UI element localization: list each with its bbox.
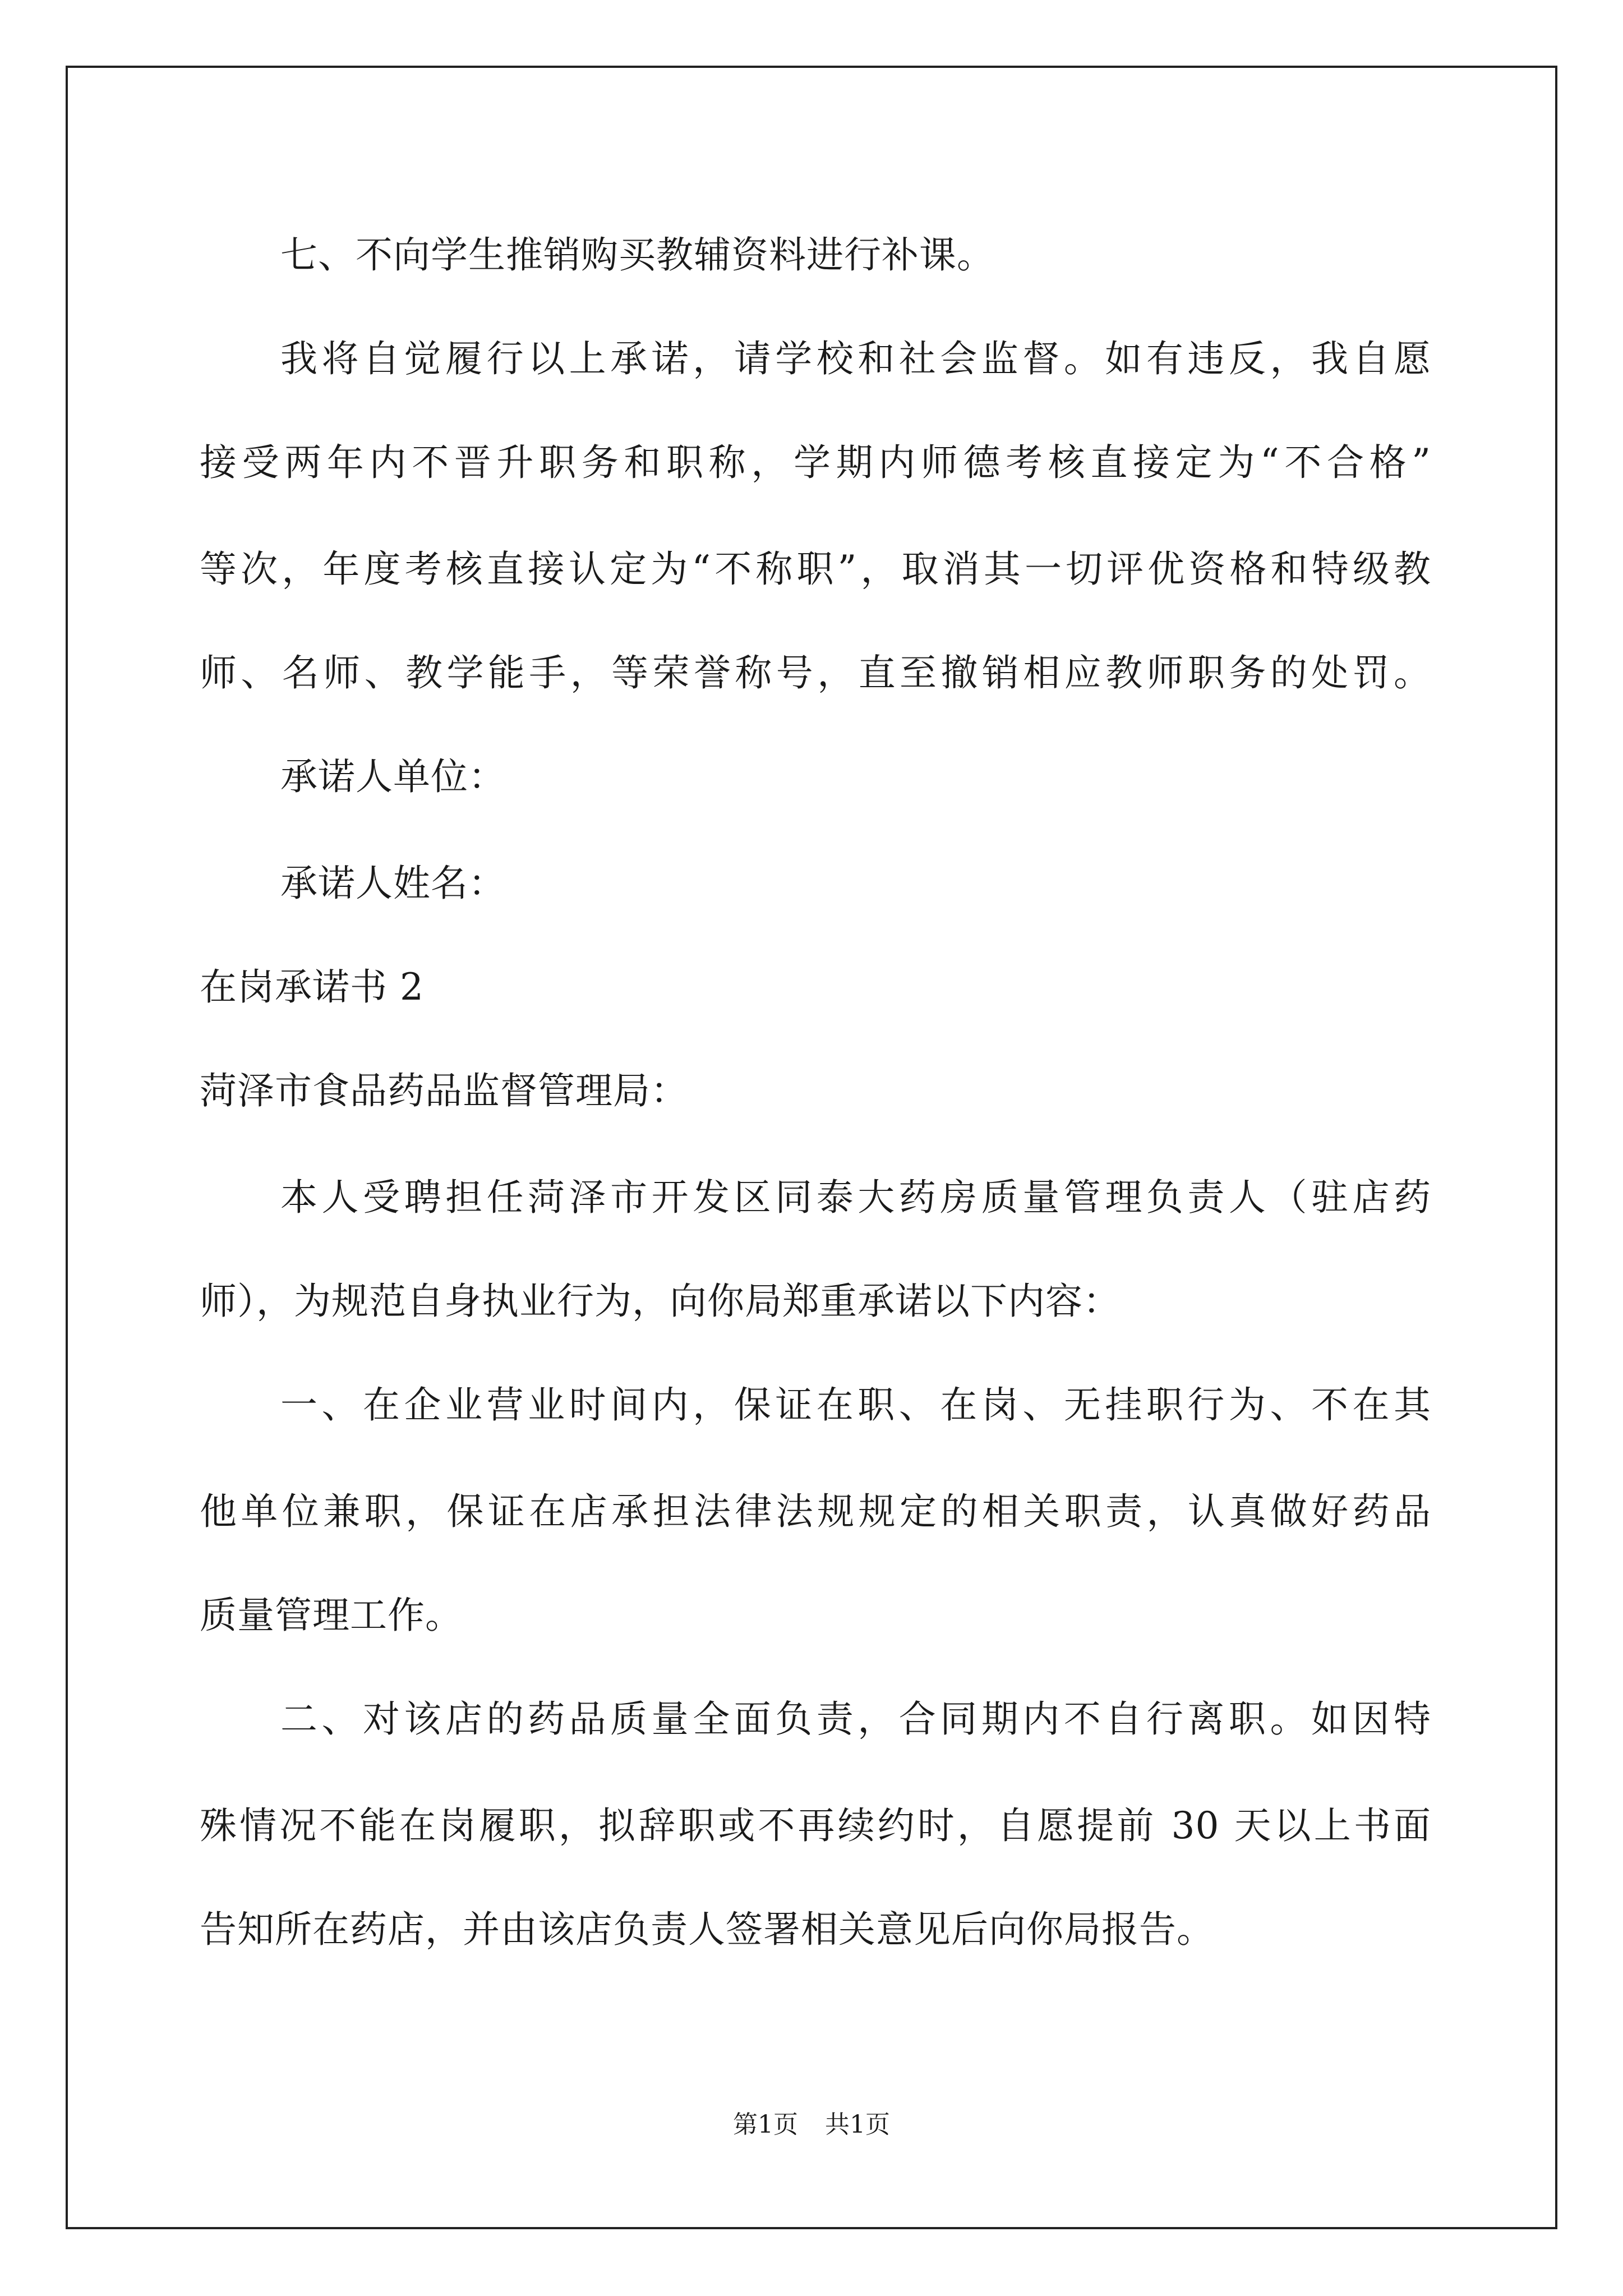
paragraph-line: 质量管理工作。 <box>200 1594 463 1637</box>
addressee-line: 菏泽市食品药品监督管理局： <box>200 1069 688 1112</box>
page-border <box>66 66 1557 2229</box>
paragraph-line: 本人受聘担任菏泽市开发区同泰大药房质量管理负责人（驻店药 <box>280 1176 1431 1219</box>
page-number-current: 第1页 <box>733 2110 798 2139</box>
paragraph-line: 师、名师、教学能手，等荣誉称号，直至撤销相应教师职务的处罚。 <box>200 651 1431 694</box>
paragraph-line: 承诺人单位： <box>280 755 506 798</box>
paragraph-line: 告知所在药店，并由该店负责人签署相关意见后向你局报告。 <box>200 1908 1214 1951</box>
section-title: 在岗承诺书 2 <box>200 965 424 1009</box>
paragraph-line: 一、在企业营业时间内，保证在职、在岗、无挂职行为、不在其 <box>280 1383 1431 1427</box>
paragraph-line: 二、对该店的药品质量全面负责，合同期内不自行离职。如因特 <box>280 1697 1431 1741</box>
paragraph-line: 承诺人姓名： <box>280 862 506 905</box>
paragraph-line: 等次，年度考核直接认定为“不称职”，取消其一切评优资格和特级教 <box>200 547 1431 591</box>
paragraph-line: 接受两年内不晋升职务和职称，学期内师德考核直接定为“不合格” <box>200 441 1431 484</box>
paragraph-line: 我将自觉履行以上承诺，请学校和社会监督。如有违反，我自愿 <box>280 337 1431 380</box>
paragraph-line: 七、不向学生推销购买教辅资料进行补课。 <box>280 233 994 277</box>
page-number-total: 共1页 <box>825 2110 890 2139</box>
paragraph-line: 殊情况不能在岗履职，拟辞职或不再续约时，自愿提前 30 天以上书面 <box>200 1804 1431 1847</box>
page-footer <box>0 2109 1623 2141</box>
paragraph-line: 师），为规范自身执业行为，向你局郑重承诺以下内容： <box>200 1280 1121 1323</box>
paragraph-line: 他单位兼职，保证在店承担法律法规规定的相关职责，认真做好药品 <box>200 1490 1431 1533</box>
